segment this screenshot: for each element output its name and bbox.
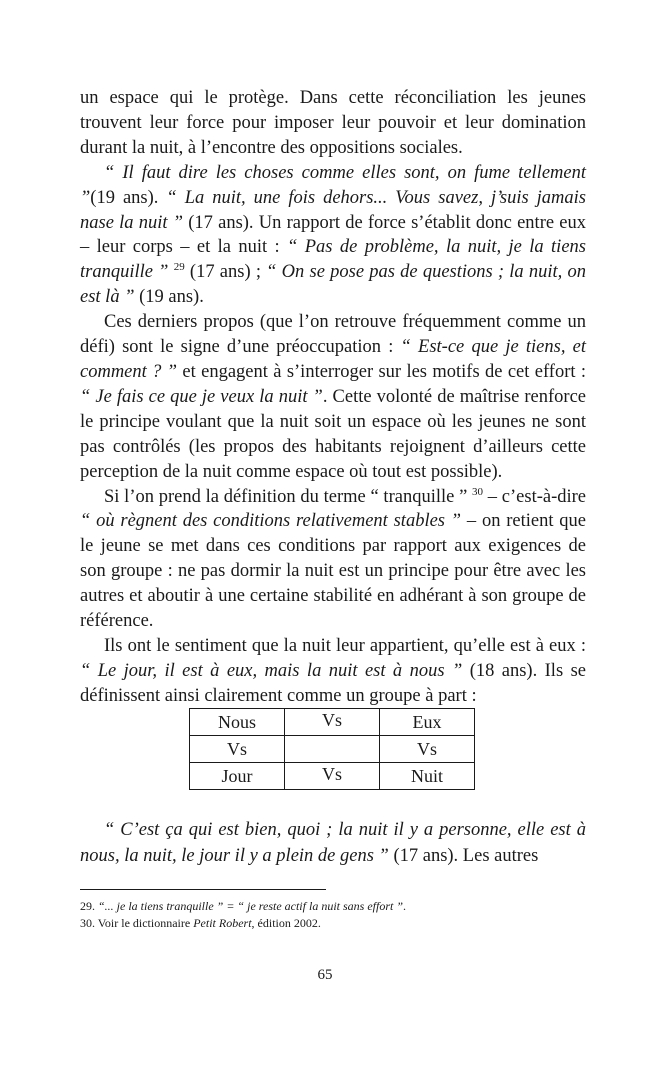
- paragraph-3: Ces derniers propos (que l’on retrouve fréquemment comme un défi) sont le signe d’une préoccupation : “ Est-ce que je tiens, et comment ? ” et engagent à s’interroger sur les motifs de cet effort : “ Je fais ce que je veux la nuit ”. Cette volonté de maîtrise renforce le principe voulant que la nuit soit un espace où les jeunes ne sont pas contrôlés (les propos des habitants rejoignent d’ailleurs cette perception de la nuit comme espace où tout est possible).: [80, 312, 586, 482]
- quote: “ Il faut dire les choses comme elles sont, on fume tellement ”: [80, 162, 586, 208]
- quote: “ C’est ça qui est bien, quoi ; la nuit il y a personne, elle est à nous, la nuit, le jour il y a plein de gens ”: [80, 820, 586, 866]
- quote: “ où règnent des conditions relativement stables ”: [80, 511, 462, 532]
- table-cell: Jour: [190, 763, 285, 790]
- opposition-table: [189, 708, 475, 790]
- paragraph-5: Ils ont le sentiment que la nuit leur appartient, qu’elle est à eux : “ Le jour, il est à eux, mais la nuit est à nous ” (18 ans). Ils se définissent ainsi clairement comme un groupe à part :: [80, 635, 586, 706]
- table-cell: Nous: [190, 709, 285, 736]
- paragraph-2: “ Il faut dire les choses comme elles sont, on fume tellement ”(19 ans). “ La nuit, une fois dehors... Vous savez, j’suis jamais nase la nuit ” (17 ans). Un rapport de force s’établit donc entre eux – leur corps – et la nuit : “ Pas de problème, la nuit, je la tiens tranquille ” $^{29}$ (17 ans) ; “ On se pose pas de questions ; la nuit, on est là ” (19 ans).: [80, 162, 587, 308]
- body-text-continued: [80, 817, 586, 869]
- table-cell: Vs: [285, 763, 380, 790]
- paragraph-4: Si l’on prend la définition du terme “ tranquille ” $^{30}$ – c’est-à-dire “ où règnent des conditions relativement stables ” – on retient que le jeune se met dans ces conditions par rapport aux exigences de son groupe : ne pas dormir la nuit est un principe pour être avec les autres et aboutir à une certaine stabilité en adhérant à son groupe de référence.: [80, 485, 587, 632]
- table-row: [190, 736, 475, 763]
- quote: “ Pas de problème, la nuit, je la tiens tranquille ”: [80, 237, 586, 283]
- table-cell: Vs: [190, 736, 285, 763]
- quote: “ On se pose pas de questions ; la nuit, on est là ”: [80, 262, 587, 308]
- paragraph-1: un espace qui le protège. Dans cette réconciliation les jeunes trouvent leur force pour imposer leur pouvoir et leur domination durant la nuit, à l’encontre des oppositions sociales.: [80, 88, 586, 158]
- footnote-ref-30[interactable]: 30: [472, 485, 484, 498]
- body-text: [80, 86, 586, 709]
- table-row: [190, 709, 475, 736]
- table-cell: Nuit: [380, 763, 475, 790]
- footnote-30: 30. Voir le dictionnaire Petit Robert, édition 2002.: [80, 916, 321, 930]
- footnotes: [80, 898, 406, 932]
- table-cell: [285, 736, 380, 763]
- footnote-29: 29. “... je la tiens tranquille ” = “ je reste actif la nuit sans effort ”.: [80, 899, 406, 913]
- footnote-divider: [80, 889, 326, 890]
- table-cell: Vs: [380, 736, 475, 763]
- table-row: [190, 763, 475, 790]
- table-cell: Vs: [285, 709, 380, 736]
- quote: “ Le jour, il est à eux, mais la nuit est à nous ”: [80, 660, 463, 681]
- quote: “ Est-ce que je tiens, et comment ? ”: [80, 337, 586, 382]
- quote: “ Je fais ce que je veux la nuit ”: [80, 386, 323, 407]
- footnote-ref-29[interactable]: 29: [173, 261, 185, 274]
- page-number: 65: [317, 967, 333, 983]
- paragraph-6: “ C’est ça qui est bien, quoi ; la nuit il y a personne, elle est à nous, la nuit, le jour il y a plein de gens ” (17 ans). Les autres: [80, 820, 586, 866]
- quote: “ La nuit, une fois dehors... Vous savez, j’suis jamais nase la nuit ”: [80, 187, 586, 233]
- table-cell: Eux: [380, 709, 475, 736]
